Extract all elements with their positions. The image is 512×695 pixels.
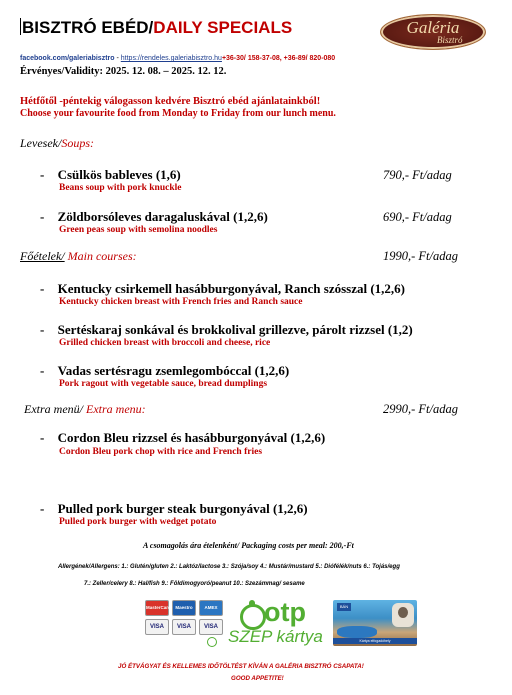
main-item-1 [40, 281, 405, 297]
mains-heading-en: Main courses: [64, 249, 137, 263]
mains-price: 1990,- Ft/adag [383, 249, 458, 263]
otp-logo-text: otp [264, 597, 306, 627]
facebook-link[interactable]: facebook.com/galeriabisztro [20, 55, 115, 62]
mastercard-icon: MasterCard [145, 600, 169, 616]
soups-heading [20, 136, 94, 151]
extra-item-1 [40, 430, 325, 446]
bullet: - [40, 430, 45, 445]
extra-1-description: Cordon Bleu pork chop with rice and French fries [59, 447, 263, 457]
extra-heading-en: Extra menu: [83, 402, 146, 416]
portrait-icon [392, 603, 414, 627]
mains-heading-hu: Főételek/ [20, 249, 65, 263]
soups-heading-en: Soups: [61, 136, 94, 150]
visa-icon: VISA [145, 619, 169, 635]
otp-small-icon [207, 637, 217, 647]
szep-card-promo-image [333, 600, 417, 646]
contact-separator: - [114, 55, 121, 62]
soup-2-name: Zöldborsóleves daragaluskával (1,2,6) [57, 209, 268, 224]
pool-shape [337, 626, 377, 638]
bullet: - [40, 363, 45, 378]
main-item-3 [40, 363, 289, 379]
promo-caption: Kártya elfogadóhely [333, 638, 417, 644]
title-hungarian: BISZTRÓ EBÉD/ [22, 18, 154, 37]
extra-2-name: Pulled pork burger steak burgonyával (1,2,6) [57, 501, 308, 516]
logo-sub-text: Bisztró [437, 35, 463, 45]
bullet: - [40, 322, 45, 337]
closing-message-en: GOOD APPETITE! [231, 675, 284, 682]
text-cursor [20, 18, 21, 35]
main-item-2 [40, 322, 413, 338]
visa-electron-icon: VISA [172, 619, 196, 635]
phone-1: +36-30/ 158-37-08, [221, 55, 282, 62]
amex-icon: AMEX [199, 600, 223, 616]
extra-price: 2990,- Ft/adag [383, 402, 458, 416]
page-title [20, 18, 292, 38]
soup-2-description: Green peas soup with semolina noodles [59, 225, 218, 235]
extra-1-name: Cordon Bleu rizzsel és hasábburgonyával (1,2,6) [57, 430, 326, 445]
main-2-name: Sertéskaraj sonkával és brokkolival grillezve, párolt rizzsel (1,2) [57, 322, 413, 337]
visa-pay-icon: VISA [199, 619, 223, 635]
szep-kartya-logo: SZÉP kártya [228, 627, 323, 646]
phone-2: +36-89/ 820-080 [281, 55, 336, 62]
validity-dates: Érvényes/Validity: 2025. 12. 08. – 2025. 12. 12. [20, 66, 227, 77]
main-1-name: Kentucky csirkemell hasábburgonyával, Ranch szósszal (1,2,6) [57, 281, 405, 296]
bullet: - [40, 209, 45, 224]
maestro-icon: Maestro [172, 600, 196, 616]
mains-heading [20, 249, 137, 264]
logo-main-text: Galéria [406, 18, 460, 37]
main-3-description: Pork ragout with vegetable sauce, bread dumplings [59, 379, 268, 389]
title-english: DAILY SPECIALS [153, 18, 293, 37]
soup-item-1 [40, 167, 181, 183]
allergens-line-1: Allergének/Allergens: 1.: Glutén/gluten 2.: Laktóz/lactose 3.: Szója/soy 4.: Mustár/mustard 5.: Diófélék/nuts 6.: Tojás/egg [58, 564, 400, 570]
soups-heading-hu: Levesek/ [20, 136, 62, 150]
soup-2-price: 690,- Ft/adag [383, 210, 452, 224]
intro-english: Choose your favourite food from Monday to Friday from our lunch menu. [20, 108, 336, 119]
bullet: - [40, 501, 45, 516]
soup-1-price: 790,- Ft/adag [383, 168, 452, 182]
bullet: - [40, 167, 45, 182]
main-2-description: Grilled chicken breast with broccoli and cheese, rice [59, 338, 271, 348]
main-3-name: Vadas sertésragu zsemlegombóccal (1,2,6) [57, 363, 290, 378]
packaging-cost: A csomagolás ára ételenként/ Packaging costs per meal: 200,-Ft [143, 541, 354, 550]
main-1-description: Kentucky chicken breast with French fries and Ranch sauce [59, 297, 303, 307]
soup-1-name: Csülkös bableves (1,6) [57, 167, 181, 182]
promo-badge: BÁN [337, 603, 351, 611]
extra-heading [24, 402, 146, 417]
soup-item-2 [40, 209, 268, 225]
soup-1-description: Beans soup with pork knuckle [59, 183, 182, 193]
website-link[interactable]: https://rendeles.galeriabisztro.hu [120, 55, 222, 62]
contact-line [20, 55, 335, 62]
intro-hungarian: Hétfőtől -péntekig válogasson kedvére Bisztró ebéd ajánlatainkból! [20, 96, 321, 107]
extra-2-description: Pulled pork burger with wedget potato [59, 517, 217, 527]
extra-heading-hu: Extra menü/ [24, 402, 83, 416]
extra-item-2 [40, 501, 308, 517]
allergens-line-2: 7.: Zeller/celery 8.: Hal/fish 9.: Földimogyoró/peanut 10.: Szezámmag/ sesame [84, 581, 305, 587]
bullet: - [40, 281, 45, 296]
closing-message-hu: JÓ ÉTVÁGYAT ÉS KELLEMES IDŐTÖLTÉST KÍVÁN A GALÉRIA BISZTRÓ CSAPATA! [118, 663, 364, 670]
galeria-bisztro-logo [380, 14, 486, 50]
